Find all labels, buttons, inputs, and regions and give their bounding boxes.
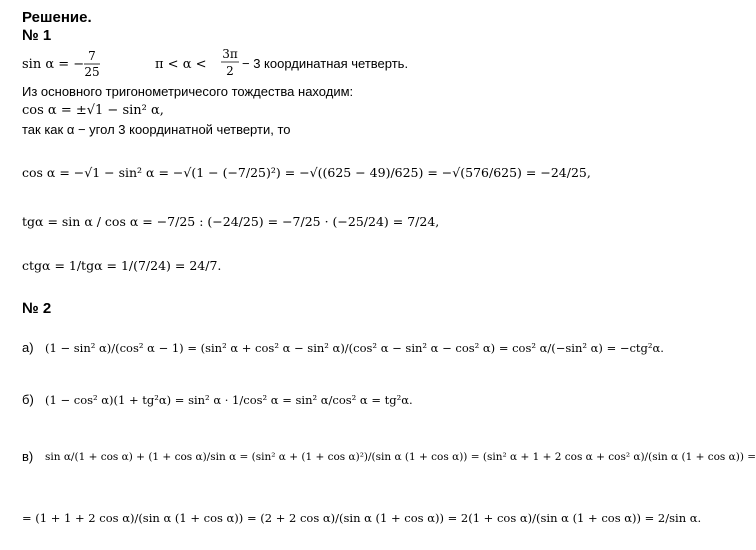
interval-numerator: 3π [222,47,238,61]
part-a-marker: а) [22,340,34,355]
problem-2-label: № 2 [22,300,52,317]
interval-denominator: 2 [226,64,234,78]
part-b-marker: б) [22,392,34,407]
ctg-computation: ctgα = 1/tgα = 1/(7/24) = 24/7. [22,258,222,273]
problem-1-label: № 1 [22,27,52,44]
fraction-denominator: 25 [84,65,100,79]
quadrant-text: − 3 координатная четверть. [242,56,409,71]
part-c-marker: в) [22,449,34,464]
fraction-numerator: 7 [88,49,96,63]
problem-1-condition [0,44,600,84]
cos-computation: cos α = −√1 − sin² α = −√(1 − (−7/25)²) = −√((625 − 49)/625) = −√(576/625) = −24/25, [22,165,591,180]
cos-formula: cos α = ±√1 − sin² α, [22,103,164,118]
part-c-formula-line2: = (1 + 1 + 2 cos α)/(sin α (1 + cos α)) = (2 + 2 cos α)/(sin α (1 + cos α)) = 2(1 + cos α)/(sin α (1 + cos α)) = 2/sin α. [22,511,702,525]
solution-title: Решение. [22,9,92,26]
interval-condition: π < α < [155,57,207,72]
tg-computation: tgα = sin α / cos α = −7/25 : (−24/25) = −7/25 · (−25/24) = 7/24, [22,214,440,229]
part-a-formula: (1 − sin² α)/(cos² α − 1) = (sin² α + cos² α − sin² α)/(cos² α − sin² α − cos² α) = cos² α/(−sin² α) = −ctg²α. [45,341,664,355]
quadrant-reason-text: так как α − угол 3 координатной четверти, то [22,122,291,137]
sin-alpha-lhs: sin α = − [22,57,85,72]
identity-text: Из основного тригонометричесого тождества находим: [22,84,354,99]
part-b-formula: (1 − cos² α)(1 + tg²α) = sin² α · 1/cos² α = sin² α/cos² α = tg²α. [45,393,413,407]
part-c-formula-line1: sin α/(1 + cos α) + (1 + cos α)/sin α = (sin² α + (1 + cos α)²)/(sin α (1 + cos α)) = (sin² α + 1 + 2 cos α + cos² α)/(sin α (1 + cos α)) = [45,451,756,463]
